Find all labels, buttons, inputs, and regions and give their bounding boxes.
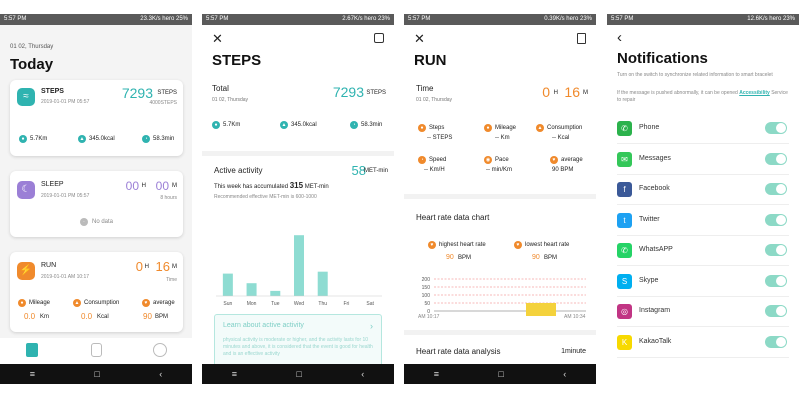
pace-icon: ◉ (485, 157, 491, 163)
sleep-minutes-unit: M (172, 183, 177, 189)
steps-label: Steps (429, 125, 445, 131)
low-heart-icon: ♥ (514, 241, 522, 249)
sleep-minutes: 00 (155, 179, 169, 193)
notifications-screen (607, 14, 799, 384)
clock-icon: ◔ (142, 135, 150, 143)
run-hours-unit: H (553, 90, 558, 96)
weekly-met-chart (216, 214, 382, 308)
speed-value: -- Km/H (424, 167, 445, 173)
steps-date: 2019-01-01 PM 05:57 (41, 99, 90, 105)
page-title: Today (10, 56, 54, 73)
run-consumption-unit: Kcal (97, 314, 109, 320)
tab-profile-icon[interactable] (153, 343, 167, 357)
recommend-text: Recommended effective MET-min is 600-1000 (214, 194, 317, 200)
accumulated-text (214, 181, 329, 190)
bar-tue (270, 291, 280, 296)
steps-distance: 5.7Km (223, 122, 241, 128)
status-right: 0.39K/s hero 23% (544, 16, 592, 22)
menu-icon[interactable]: ≡ (29, 369, 35, 379)
divider (404, 194, 596, 199)
highest-unit: BPM (458, 255, 472, 261)
mileage-label: Mileage (495, 125, 517, 131)
system-nav-bar (202, 364, 394, 384)
tab-today-icon[interactable] (26, 343, 38, 357)
average-value: 90 BPM (552, 167, 574, 173)
bottom-tab-bar (0, 338, 192, 364)
consumption-icon: ▲ (537, 125, 543, 131)
x-tick-label: Wed (293, 301, 305, 307)
back-icon[interactable]: ‹ (563, 369, 567, 379)
page-title: RUN (414, 52, 447, 69)
phone-toggle[interactable] (765, 122, 787, 134)
location-icon: ● (212, 121, 220, 129)
app-name: KakaoTalk (639, 337, 672, 345)
run-average-label: average (153, 300, 175, 306)
mileage-icon: ● (18, 299, 26, 307)
total-label: Total (212, 84, 229, 93)
hr-y-tick: 50 (424, 301, 430, 307)
learn-body: physical activity is moderate or higher, and the activity lasts for 10 minutes and above, it is considered that the event is good for health and is an effective activity (223, 337, 373, 357)
messages-toggle[interactable] (765, 153, 787, 165)
notification-row-messages (617, 145, 789, 175)
today-screen (0, 14, 192, 384)
flame-icon: ▲ (281, 122, 287, 128)
x-tick-label: Fri (343, 301, 350, 307)
hr-analysis-label: Heart rate data analysis (416, 347, 501, 356)
divider (404, 330, 596, 335)
close-icon[interactable]: ✕ (414, 31, 425, 46)
notification-row-whatsapp (617, 236, 789, 266)
moon-icon: ☾ (17, 181, 35, 199)
twitter-icon: t (617, 213, 632, 228)
sleep-date: 2019-01-01 PM 05:57 (41, 193, 90, 199)
runner-icon: ⚡ (17, 262, 35, 280)
status-right: 12.6K/s hero 23% (747, 16, 795, 22)
hr-chart-title: Heart rate data chart (416, 213, 490, 222)
phone-icon: ✆ (617, 121, 632, 136)
run-mileage-unit: Km (40, 314, 49, 320)
kakaotalk-icon: K (617, 335, 632, 350)
run-date: 2019-01-01 AM 10:17 (41, 274, 90, 280)
sleep-nodata: No data (92, 219, 114, 225)
run-minutes-unit: M (583, 90, 588, 96)
pace-value: -- min/Km (486, 167, 512, 173)
high-heart-icon: ♥ (428, 241, 436, 249)
steps-label: STEPS (41, 88, 64, 95)
tab-device-icon[interactable] (91, 343, 102, 357)
hr-block (526, 303, 556, 316)
kakaotalk-toggle[interactable] (765, 336, 787, 348)
run-hours: 0 (135, 259, 143, 274)
lowest-value: 90 (532, 254, 540, 261)
menu-icon[interactable]: ≡ (433, 369, 439, 379)
run-minutes: 16 (564, 84, 580, 100)
hr-x-start: AM 10:17 (418, 314, 440, 320)
no-data-icon: · (80, 218, 88, 226)
x-tick-label: Sun (223, 301, 233, 307)
steps-date: 01 02, Thursday (212, 97, 249, 103)
notification-row-instagram (617, 297, 789, 327)
bar-wed (294, 235, 304, 296)
bar-thu (318, 272, 328, 296)
steps-calories: 345.0kcal (291, 122, 317, 128)
sleep-card[interactable] (10, 171, 183, 237)
lowest-label: lowest heart rate (525, 242, 570, 248)
status-bar (404, 14, 596, 25)
status-bar (607, 14, 799, 25)
run-average-value: 90 (143, 312, 152, 321)
hr-y-tick: 0 (427, 309, 430, 315)
heart-icon: ♥ (142, 299, 150, 307)
hr-y-tick: 100 (421, 293, 430, 299)
desc-text-end: Service to repair (617, 90, 788, 103)
total-value: 7293 (332, 84, 364, 100)
hr-analysis-value: 1minute (561, 348, 586, 355)
close-icon[interactable]: ✕ (212, 31, 223, 46)
steps-card[interactable] (10, 80, 183, 156)
accessibility-link[interactable]: Accessibility (739, 90, 770, 96)
clipboard-icon[interactable] (577, 33, 586, 44)
instagram-toggle[interactable] (765, 305, 787, 317)
x-tick-label: Sat (366, 301, 374, 307)
steps-goal: 4000STEPS (149, 100, 177, 106)
back-arrow-icon[interactable]: ‹ (617, 29, 622, 46)
run-card[interactable] (10, 252, 183, 332)
steps-time: 58.3min (361, 122, 383, 128)
flame-icon: ▲ (79, 136, 85, 142)
notification-row-skype (617, 267, 789, 297)
whatsapp-icon: ✆ (617, 243, 632, 258)
facebook-icon: f (617, 182, 632, 197)
status-right: 23.3K/s hero 25% (140, 16, 188, 22)
bar-mon (247, 283, 257, 296)
run-consumption-label: Consumption (84, 300, 120, 306)
consumption-label: Consumption (547, 125, 583, 131)
steps-value: 7293 (121, 85, 153, 101)
speed-icon: ◔ (418, 156, 426, 164)
x-tick-label: Tue (271, 301, 280, 307)
desc-text: If the message is pushed abnormally, it can be opened (617, 90, 738, 96)
speed-label: Speed (429, 157, 447, 163)
heart-icon: ♥ (550, 156, 558, 164)
clock-icon: ◔ (350, 121, 358, 129)
app-name: Phone (639, 124, 660, 131)
page-title: STEPS (212, 52, 262, 69)
app-name: Instagram (639, 307, 671, 314)
steps-distance: 5.7Km (30, 136, 48, 142)
status-time: 5:57 PM (408, 16, 431, 22)
run-consumption-value: 0.0 (81, 312, 93, 321)
mileage-icon: ● (484, 124, 492, 132)
bar-sun (223, 274, 233, 296)
app-name: Messages (639, 154, 671, 162)
accum-prefix: This week has accumulated (214, 184, 289, 190)
x-tick-label: Thu (318, 301, 328, 307)
status-bar (202, 14, 394, 25)
back-icon[interactable]: ‹ (159, 369, 163, 379)
location-icon: ● (19, 135, 27, 143)
highest-value: 90 (446, 254, 454, 261)
run-date: 01 02, Thursday (416, 97, 453, 103)
steps-screen (202, 14, 394, 384)
consumption-value: -- Kcal (552, 135, 570, 141)
sleep-label: SLEEP (41, 181, 64, 188)
status-time: 5:57 PM (4, 16, 27, 22)
notifications-desc: Turn on the switch to synchronize related information to smart bracelet (617, 72, 773, 78)
run-mileage-label: Mileage (29, 300, 51, 306)
run-minutes-unit: M (172, 264, 177, 270)
skype-toggle[interactable] (765, 275, 787, 287)
messages-icon: ✉ (617, 152, 632, 167)
status-bar (0, 14, 192, 25)
steps-time: 58.3min (153, 136, 175, 142)
x-tick-label: Mon (246, 301, 257, 307)
home-icon[interactable]: □ (94, 369, 100, 379)
steps-calories: 345.0kcal (89, 136, 115, 142)
status-time: 5:57 PM (611, 16, 634, 22)
mileage-value: -- Km (495, 135, 510, 141)
pace-label: Pace (495, 157, 509, 163)
status-time: 5:57 PM (206, 16, 229, 22)
facebook-toggle[interactable] (765, 183, 787, 195)
today-date: 01 02, Thursday (10, 44, 54, 50)
sleep-hours-unit: H (141, 183, 146, 189)
skype-icon: S (617, 274, 632, 289)
met-value: 58 (351, 163, 366, 178)
run-sub: Time (166, 277, 177, 283)
sleep-goal: 8 hours (160, 195, 177, 201)
notification-row-phone (617, 114, 789, 144)
time-label: Time (416, 84, 434, 93)
run-mileage-value: 0.0 (24, 312, 36, 321)
hr-x-end: AM 10:34 (564, 314, 586, 320)
consumption-icon: ▲ (74, 300, 80, 306)
learn-title: Learn about active activity (223, 322, 304, 329)
run-label: RUN (41, 262, 57, 269)
whatsapp-toggle[interactable] (765, 244, 787, 256)
home-icon[interactable]: □ (296, 369, 302, 379)
accum-value: 315 (289, 181, 304, 190)
system-nav-bar (404, 364, 596, 384)
met-unit: MET-min (364, 168, 388, 174)
run-screen (404, 14, 596, 384)
run-hours-unit: H (144, 264, 149, 270)
hr-y-tick: 150 (421, 285, 430, 291)
status-right: 2.67K/s hero 23% (342, 16, 390, 22)
run-hours: 0 (542, 84, 550, 100)
notifications-desc-2 (617, 90, 792, 104)
back-icon[interactable]: ‹ (361, 369, 365, 379)
divider (202, 151, 394, 156)
hr-y-tick: 200 (421, 277, 430, 283)
steps-icon: ● (418, 124, 426, 132)
footprint-icon: ≈ (17, 88, 35, 106)
notification-row-twitter (617, 206, 789, 236)
average-label: average (561, 157, 583, 163)
accum-unit: MET-min (304, 184, 329, 190)
highest-label: highest heart rate (439, 242, 486, 248)
heart-rate-chart (414, 276, 590, 316)
app-name: WhatsAPP (639, 246, 673, 253)
steps-value: -- STEPS (427, 135, 453, 141)
chevron-right-icon: › (370, 321, 373, 331)
run-minutes: 16 (155, 259, 170, 274)
notification-row-facebook (617, 175, 789, 205)
system-nav-bar (0, 364, 192, 384)
sleep-hours: 00 (125, 179, 139, 193)
page-title: Notifications (617, 50, 708, 67)
twitter-toggle[interactable] (765, 214, 787, 226)
app-name: Facebook (639, 185, 670, 192)
active-label: Active activity (214, 166, 263, 175)
total-unit: STEPS (366, 90, 386, 96)
steps-unit: STEPS (157, 90, 177, 96)
instagram-icon: ◎ (617, 304, 632, 319)
home-icon[interactable]: □ (498, 369, 504, 379)
notification-row-kakaotalk (617, 328, 789, 358)
calendar-icon[interactable] (374, 33, 384, 43)
run-average-unit: BPM (155, 314, 169, 320)
lowest-unit: BPM (544, 255, 558, 261)
menu-icon[interactable]: ≡ (231, 369, 237, 379)
app-name: Twitter (639, 215, 660, 223)
app-name: Skype (639, 276, 659, 284)
